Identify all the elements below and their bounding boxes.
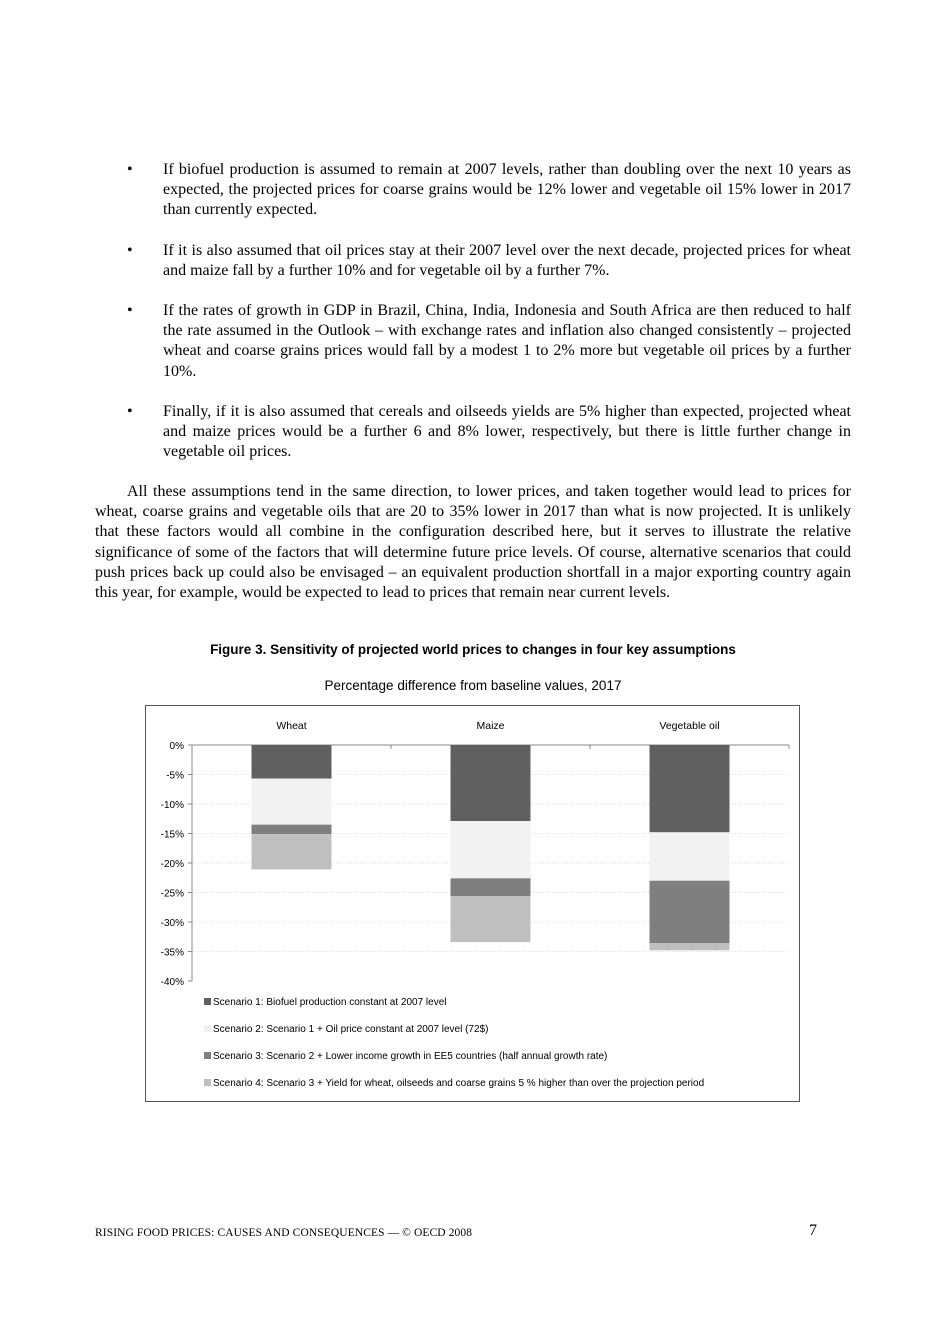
bar-segment-vegetable-oil-scenario-1: [650, 745, 730, 832]
bullet-text: Finally, if it is also assumed that cereals and oilseeds yields are 5% higher than expected, projected wheat and maize prices would be a further 6 and 8% lower, respectively, but there is little further change in vegetable oil prices.: [163, 402, 851, 461]
bullet-text: If the rates of growth in GDP in Brazil, China, India, Indonesia and South Africa are then reduced to half the rate assumed in the Outlook – with exchange rates and inflation also changed consistently – projected wheat and coarse grains prices would fall by a modest 1 to 2% more but vegetable oil prices by a further 10%.: [163, 302, 851, 380]
legend-label-scenario-1: Scenario 1: Biofuel production constant at 2007 level: [213, 997, 447, 1008]
y-tick-label: 0%: [169, 741, 184, 752]
bar-segment-wheat-scenario-1: [252, 745, 332, 779]
bar-segment-vegetable-oil-scenario-4: [650, 943, 730, 950]
y-tick-label: -10%: [160, 800, 184, 811]
legend-swatch-scenario-1: [204, 998, 211, 1005]
bullet-list: [127, 160, 851, 482]
y-tick-label: -20%: [160, 859, 184, 870]
stacked-bar-chart: [146, 706, 799, 1101]
bar-segment-maize-scenario-4: [451, 896, 531, 942]
y-tick-label: -5%: [166, 770, 184, 782]
legend-label-scenario-3: Scenario 3: Scenario 2 + Lower income growth in EE5 countries (half annual growth rate): [213, 1051, 608, 1062]
bullet-oil-price: [127, 241, 851, 281]
legend-swatch-scenario-4: [204, 1079, 211, 1086]
bar-segment-maize-scenario-2: [451, 821, 531, 878]
page-number: 7: [809, 1222, 817, 1239]
footer-publication: RISING FOOD PRICES: CAUSES AND CONSEQUENCES — © OECD 2008: [95, 1227, 473, 1239]
bullet-marker: •: [127, 302, 133, 320]
bar-segment-wheat-scenario-3: [252, 825, 332, 834]
bullet-marker: •: [127, 161, 133, 178]
category-label: Vegetable oil: [659, 720, 720, 732]
legend-label-scenario-4: Scenario 4: Scenario 3 + Yield for wheat, oilseeds and coarse grains 5 % higher than over the projection period: [213, 1078, 705, 1089]
figure-subtitle: Percentage difference from baseline values, 2017: [324, 678, 622, 693]
bar-segment-wheat-scenario-4: [252, 834, 332, 869]
bullet-marker: •: [127, 402, 133, 420]
bullet-gdp-growth: [127, 301, 851, 382]
y-tick-label: -40%: [160, 977, 184, 988]
category-label: Maize: [476, 720, 505, 732]
bar-segment-maize-scenario-3: [451, 878, 531, 896]
bar-segment-wheat-scenario-2: [252, 779, 332, 825]
legend-swatch-scenario-3: [204, 1052, 211, 1059]
body-paragraph: All these assumptions tend in the same direction, to lower prices, and taken together would lead to prices for wheat, coarse grains and vegetable oils that are 20 to 35% lower in 2017 than what is now projected. It is unlikely that these factors would all combine in the configuration described here, but it serves to illustrate the relative significance of some of the factors that will determine future price levels. Of course, alternative scenarios that could push prices back up could also be envisaged – an equivalent production shortfall in a major exporting country again this year, for example, would be expected to lead to prices that remain near current levels.: [95, 483, 851, 602]
bar-segment-maize-scenario-1: [451, 745, 531, 821]
chart-frame: [145, 705, 800, 1102]
bullet-text: If biofuel production is assumed to remain at 2007 levels, rather than doubling over the next 10 years as expected, the projected prices for coarse grains would be 12% lower and vegetable oil 15% lower in 2017 than currently expected.: [163, 161, 851, 219]
figure-title: Figure 3. Sensitivity of projected world prices to changes in four key assumptions: [210, 642, 736, 657]
bullet-text: If it is also assumed that oil prices stay at their 2007 level over the next decade, projected prices for wheat and maize fall by a further 10% and for vegetable oil by a further 7%.: [163, 241, 851, 279]
legend-swatch-scenario-2: [204, 1025, 211, 1032]
bar-segment-vegetable-oil-scenario-2: [650, 832, 730, 880]
bar-segment-vegetable-oil-scenario-3: [650, 881, 730, 944]
bullet-biofuel: [127, 160, 851, 221]
bullet-marker: •: [127, 241, 133, 259]
category-label: Wheat: [276, 720, 307, 732]
y-tick-label: -30%: [160, 918, 184, 929]
y-tick-label: -25%: [160, 888, 184, 900]
y-tick-label: -15%: [160, 829, 184, 841]
bullet-yields: [127, 402, 851, 463]
y-tick-label: -35%: [160, 947, 184, 959]
legend-label-scenario-2: Scenario 2: Scenario 1 + Oil price constant at 2007 level (72$): [213, 1024, 489, 1035]
